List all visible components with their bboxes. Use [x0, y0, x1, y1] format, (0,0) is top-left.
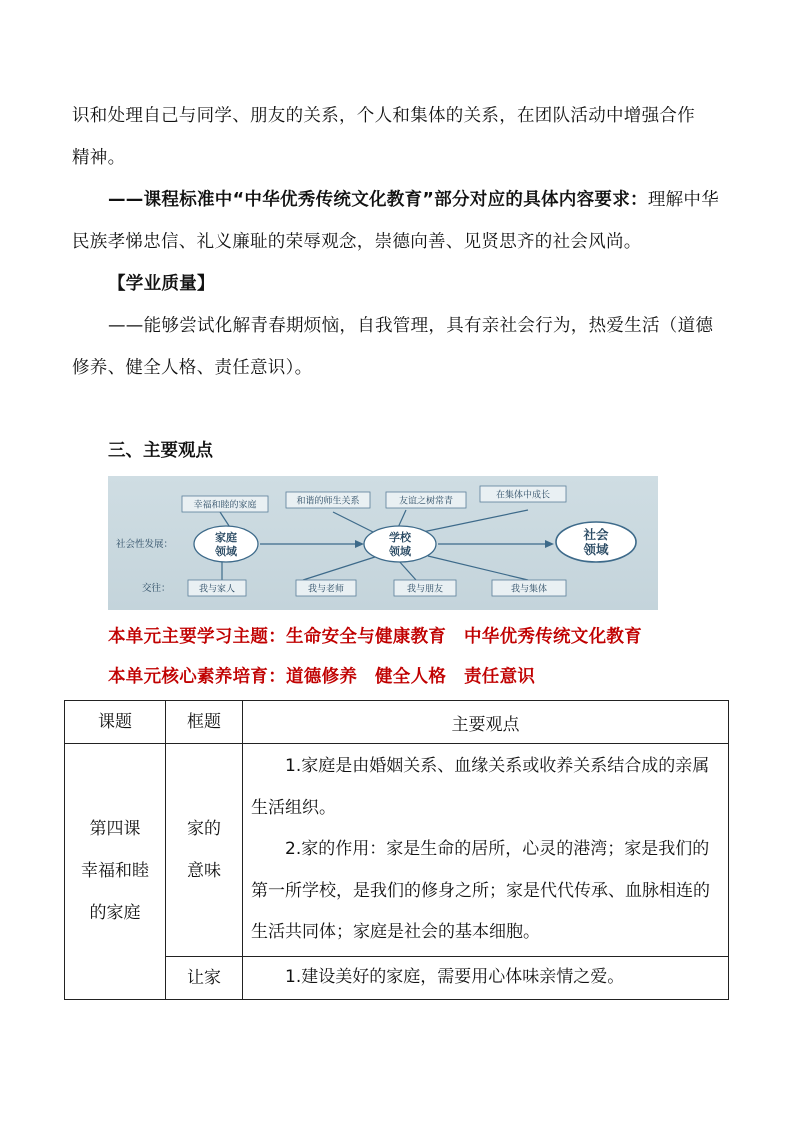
standard-text: 理解中华民族孝悌忠信、礼义廉耻的荣辱观念，崇德向善、见贤思齐的社会风尚。	[72, 190, 720, 252]
line-teacher-bottom	[303, 556, 378, 580]
standard-label: ——课程标准中“中华优秀传统文化教育”部分对应的具体内容要求：	[108, 190, 648, 210]
frame-cell-2: 让家	[166, 956, 243, 999]
line-friend-bottom	[398, 560, 416, 580]
concept-diagram-svg	[108, 476, 658, 610]
table-row	[65, 744, 729, 957]
lesson-line-3: 的家庭	[89, 903, 141, 924]
standard-paragraph	[72, 179, 728, 263]
top-box-label-4: 在集体中成长	[495, 490, 551, 501]
node-family-line1: 家庭	[215, 531, 237, 544]
row-label-interaction: 交往：	[142, 583, 171, 594]
section-heading-text: 三、主要观点	[108, 441, 213, 461]
intro-line-1: 识和处理自己与同学、朋友的关系，个人和集体的关系，在团队活动中增强合作	[72, 106, 695, 126]
node-school-line1: 学校	[389, 531, 411, 544]
frame1-line-2: 意味	[187, 860, 221, 881]
node-school-line2: 领域	[389, 545, 411, 558]
arrow-head-1	[355, 540, 364, 548]
lesson-line-2: 幸福和睦	[81, 861, 149, 882]
quality-heading-text: 【学业质量】	[108, 274, 215, 294]
intro-line-2: 精神。	[72, 148, 126, 168]
frame-cell-1	[166, 744, 243, 957]
bottom-box-label-2: 我与老师	[307, 584, 345, 595]
quality-heading	[108, 263, 764, 305]
section-heading	[108, 437, 213, 462]
viewpoint-cell-2	[243, 956, 729, 999]
unit-theme-line	[108, 616, 728, 658]
bottom-box-label-1: 我与家人	[198, 584, 236, 595]
frame1-line-1: 家的	[187, 818, 221, 839]
unit-literacy-line	[108, 656, 728, 698]
node-society-line2: 领域	[583, 542, 609, 557]
top-box-label-1: 幸福和睦的家庭	[193, 500, 257, 511]
header-viewpoint: 主要观点	[243, 701, 729, 744]
top-box-label-3: 友谊之树常青	[398, 496, 454, 507]
line-group-bottom	[428, 556, 528, 580]
intro-paragraph	[72, 95, 728, 179]
bottom-box-label-4: 我与集体	[510, 584, 548, 595]
viewpoints-table	[64, 700, 729, 1000]
unit-theme-text: 本单元主要学习主题：生命安全与健康教育 中华优秀传统文化教育	[108, 627, 642, 647]
viewpoint-2: 2.家的作用：家是生命的居所，心灵的港湾；家是我们的第一所学校，是我们的修身之所；家是代代传承、血脉相连的生活共同体；家庭是社会的基本细胞。	[251, 839, 710, 942]
table-header-row	[65, 701, 729, 744]
node-family-line2: 领域	[215, 545, 237, 558]
bottom-boxes	[188, 580, 566, 596]
bottom-box-label-3: 我与朋友	[406, 584, 444, 595]
unit-literacy-text: 本单元核心素养培育：道德修养 健全人格 责任意识	[108, 667, 536, 687]
lesson-line-1: 第四课	[89, 819, 141, 840]
viewpoint-3: 1.建设美好的家庭，需要用心体味亲情之爱。	[285, 966, 625, 987]
concept-diagram	[108, 476, 658, 610]
viewpoint-cell-1	[243, 744, 729, 957]
line-group-top	[413, 510, 528, 534]
top-box-label-2: 和谐的师生关系	[296, 496, 360, 507]
row-label-development: 社会性发展：	[116, 539, 174, 550]
header-frame: 框题	[166, 701, 243, 744]
viewpoint-1: 1.家庭是由婚姻关系、血缘关系或收养关系结合成的亲属生活组织。	[251, 756, 710, 818]
quality-text: ——能够尝试化解青春期烦恼，自我管理，具有亲社会行为，热爱生活（道德修养、健全人格、责任意识）。	[72, 316, 714, 378]
node-society-line1: 社会	[583, 527, 609, 542]
header-lesson: 课题	[65, 701, 166, 744]
quality-paragraph	[72, 305, 728, 389]
arrow-head-2	[545, 540, 554, 548]
lesson-cell	[65, 744, 166, 1000]
